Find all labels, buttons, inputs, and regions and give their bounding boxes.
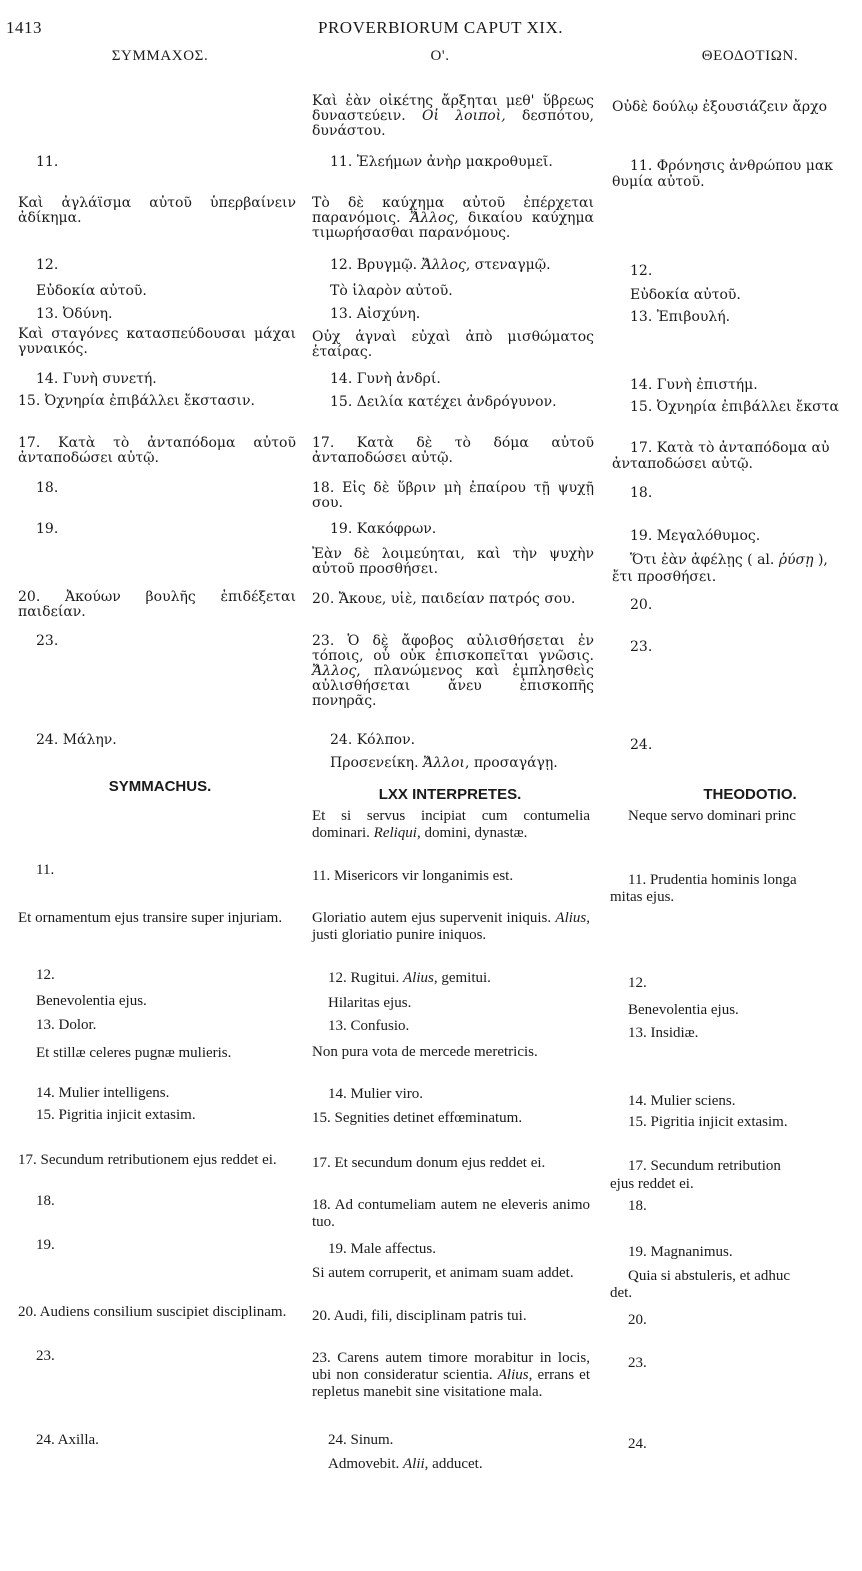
verse-entry: 11. Misericors vir longanimis est. xyxy=(312,868,514,884)
verse-entry: Neque servo dominari princ xyxy=(628,808,796,824)
verse-entry: 23. xyxy=(36,1348,55,1364)
verse-entry: 15. Pigritia injicit extasim. xyxy=(36,1107,196,1123)
verse-entry: 14. Mulier intelligens. xyxy=(36,1085,170,1101)
verse-entry: 14. Mulier sciens. xyxy=(628,1093,736,1109)
verse-entry: 20. Ἀκούων βουλῆς ἐπιδέξεται παιδείαν. xyxy=(18,589,296,620)
verse-entry: 13. Insidiæ. xyxy=(628,1025,699,1041)
verse-entry: 13. Αἰσχύνη. xyxy=(330,306,421,322)
verse-entry: Et si servus incipiat cum contumelia dominari. Reliqui, domini, dynastæ. xyxy=(312,808,590,841)
verse-entry: 18. xyxy=(628,1198,647,1214)
verse-entry: 24. Sinum. xyxy=(328,1432,394,1448)
verse-entry: det. xyxy=(610,1285,633,1301)
theodotion-latin-heading: THEODOTIO. xyxy=(703,786,797,803)
verse-entry: 20. Ἄκουε, υἱὲ, παιδείαν πατρός σου. xyxy=(312,591,576,607)
verse-entry: Εὐδοκία αὐτοῦ. xyxy=(630,287,741,303)
verse-entry: 19. xyxy=(36,1237,55,1253)
verse-entry: 20. Audi, fili, disciplinam patris tui. xyxy=(312,1308,527,1324)
verse-entry: Et ornamentum ejus transire super injuriam. xyxy=(18,910,283,926)
verse-entry: θυμία αὐτοῦ. xyxy=(612,174,705,190)
verse-entry: Οὐχ ἁγναὶ εὐχαὶ ἀπὸ μισθώματος ἑταίρας. xyxy=(312,329,594,360)
verse-entry: Ὅτι ἐὰν ἀφέλῃς ( al. ῥύσῃ ), xyxy=(630,552,828,568)
verse-entry: 15. Pigritia injicit extasim. xyxy=(628,1114,788,1130)
verse-entry: 24. Κόλπον. xyxy=(330,732,416,748)
verse-entry: Benevolentia ejus. xyxy=(628,1002,739,1018)
verse-entry: 17. Κατὰ δὲ τὸ δόμα αὐτοῦ ἀνταποδώσει αὐτῷ. xyxy=(312,435,594,466)
page-number: 1413 xyxy=(6,18,42,37)
verse-entry: Εὐδοκία αὐτοῦ. xyxy=(36,283,147,299)
verse-entry: 19. Male affectus. xyxy=(328,1241,437,1257)
verse-entry: Οὐδὲ δούλῳ ἐξουσιάζειν ἄρχο xyxy=(612,99,828,115)
verse-entry: 12. xyxy=(630,263,653,279)
verse-entry: 20. Audiens consilium suscipiet disciplinam. xyxy=(18,1304,287,1320)
verse-entry: 12. Βρυγμῷ. Ἄλλος, στεναγμῷ. xyxy=(330,257,551,273)
symmachus-greek-heading: ΣΥΜΜΑΧΟΣ. xyxy=(111,48,209,64)
verse-entry: 23. xyxy=(630,639,653,655)
verse-entry: Et stillæ celeres pugnæ mulieris. xyxy=(36,1045,232,1061)
verse-entry: 24. xyxy=(628,1436,647,1452)
verse-entry: 11. Prudentia hominis longa xyxy=(628,872,797,888)
verse-entry: 11. xyxy=(36,154,59,170)
verse-entry: 19. Κακόφρων. xyxy=(330,521,437,537)
verse-entry: 18. xyxy=(630,485,653,501)
verse-entry: ἔτι προσθήσει. xyxy=(612,569,717,585)
verse-entry: mitas ejus. xyxy=(610,889,675,905)
verse-entry: 14. Γυνὴ ἐπιστήμ. xyxy=(630,377,758,393)
verse-entry: 14. Γυνὴ συνετή. xyxy=(36,371,157,387)
symmachus-latin-heading: SYMMACHUS. xyxy=(108,778,212,795)
verse-entry: 14. Γυνὴ ἀνδρί. xyxy=(330,371,441,387)
verse-entry: 15. Δειλία κατέχει ἀνδρόγυνον. xyxy=(330,394,557,410)
verse-entry: 13. Ὀδύνη. xyxy=(36,306,113,322)
verse-entry: 17. Secundum retributionem ejus reddet ei. xyxy=(18,1152,277,1168)
verse-entry: 24. xyxy=(630,737,653,753)
verse-entry: 15. Segnities detinet effœminatum. xyxy=(312,1110,523,1126)
verse-entry: 15. Ὀχνηρία ἐπιβάλλει ἔκστασιν. xyxy=(18,393,255,409)
verse-entry: 23. xyxy=(36,633,59,649)
verse-entry: 19. Μεγαλόθυμος. xyxy=(630,528,761,544)
verse-entry: 23. xyxy=(628,1355,647,1371)
lxx-greek-heading: Ο'. xyxy=(430,48,450,64)
verse-entry: 15. Ὀχνηρία ἐπιβάλλει ἔκστα xyxy=(630,399,839,415)
verse-entry: Gloriatio autem ejus supervenit iniquis. Alius, justi gloriatio punire iniquos. xyxy=(312,910,591,943)
verse-entry: ejus reddet ei. xyxy=(610,1176,694,1192)
verse-entry: 19. xyxy=(36,521,59,537)
verse-entry: 17. Κατὰ τὸ ἀνταπόδομα αὐ xyxy=(630,440,830,456)
verse-entry: 11. Ἐλεήμων ἀνὴρ μακροθυμεῖ. xyxy=(330,154,553,170)
verse-entry: 12. Rugitui. Alius, gemitui. xyxy=(328,970,491,986)
verse-entry: Non pura vota de mercede meretricis. xyxy=(312,1044,538,1060)
page-title: PROVERBIORUM CAPUT XIX. xyxy=(318,18,563,37)
verse-entry: Quia si abstuleris, et adhuc xyxy=(628,1268,791,1284)
verse-entry: 17. Κατὰ τὸ ἀνταπόδομα αὐτοῦ ἀνταποδώσει αὐτῷ. xyxy=(18,435,296,466)
verse-entry: 20. xyxy=(628,1312,647,1328)
verse-entry: 20. xyxy=(630,597,653,613)
verse-entry: Καὶ ἐὰν οἰκέτης ἄρξηται μεθ' ὕβρεως δυναστεύειν. Οἱ λοιποὶ, δεσπότου, δυνάστου. xyxy=(312,93,595,139)
verse-entry: 17. Secundum retribution xyxy=(628,1158,781,1174)
verse-entry: Hilaritas ejus. xyxy=(328,995,412,1011)
verse-entry: 18. xyxy=(36,1193,55,1209)
verse-entry: Si autem corruperit, et animam suam addet. xyxy=(312,1265,574,1281)
verse-entry: 12. xyxy=(628,975,647,991)
verse-entry: Καὶ σταγόνες κατασπεύδουσαι μάχαι γυναικός. xyxy=(18,326,296,357)
verse-entry: 23. Carens autem timore morabitur in locis, ubi non consideratur scientia. Alius, errans et repletus manebit sine visitatione mala. xyxy=(312,1350,590,1400)
verse-entry: Προσενείκη. Ἄλλοι, προσαγάγῃ. xyxy=(330,755,558,771)
verse-entry: 17. Et secundum donum ejus reddet ei. xyxy=(312,1155,546,1171)
verse-entry: Admovebit. Alii, adducet. xyxy=(328,1456,483,1472)
verse-entry: 24. Μάλην. xyxy=(36,732,117,748)
verse-entry: 14. Mulier viro. xyxy=(328,1086,423,1102)
verse-entry: 12. xyxy=(36,967,55,983)
verse-entry: 18. xyxy=(36,480,59,496)
verse-entry: 12. xyxy=(36,257,59,273)
verse-entry: 23. Ὁ δὲ ἄφοβος αὐλισθήσεται ἐν τόποις, οὗ οὐκ ἐπισκοπεῖται γνῶσις. Ἄλλος, πλανώμενος καὶ ἐμπλησθεὶς αὐλισθήσεται ἄνευ ἐπισκοπῆς πονηρᾶς. xyxy=(312,633,594,709)
verse-entry: Καὶ ἀγλάϊσμα αὐτοῦ ὑπερβαίνειν ἀδίκημα. xyxy=(18,195,296,226)
verse-entry: 11. Φρόνησις ἀνθρώπου μακ xyxy=(630,158,834,174)
verse-entry: 11. xyxy=(36,862,55,878)
verse-entry: 18. Ad contumeliam autem ne eleveris animo tuo. xyxy=(312,1197,590,1230)
verse-entry: Ἐὰν δὲ λοιμεύηται, καὶ τὴν ψυχὴν αὐτοῦ προσθήσει. xyxy=(312,546,594,577)
verse-entry: Τὸ δὲ καύχημα αὐτοῦ ἐπέρχεται παρανόμοις. Ἄλλος, δικαίου καύχημα τιμωρήσασθαι παρανόμους. xyxy=(312,195,594,241)
lxx-latin-heading: LXX INTERPRETES. xyxy=(378,786,522,803)
verse-entry: 19. Magnanimus. xyxy=(628,1244,733,1260)
verse-entry: Benevolentia ejus. xyxy=(36,993,147,1009)
theodotion-greek-heading: ΘΕΟΔΟΤΙΩΝ. xyxy=(701,48,799,64)
verse-entry: Τὸ ἱλαρὸν αὐτοῦ. xyxy=(330,283,453,299)
verse-entry: 18. Εἰς δὲ ὕβριν μὴ ἐπαίρου τῇ ψυχῇ σου. xyxy=(312,480,594,511)
verse-entry: ἀνταποδώσει αὐτῷ. xyxy=(612,456,753,472)
verse-entry: 24. Axilla. xyxy=(36,1432,99,1448)
verse-entry: 13. Ἐπιβουλή. xyxy=(630,309,731,325)
verse-entry: 13. Confusio. xyxy=(328,1018,410,1034)
verse-entry: 13. Dolor. xyxy=(36,1017,97,1033)
